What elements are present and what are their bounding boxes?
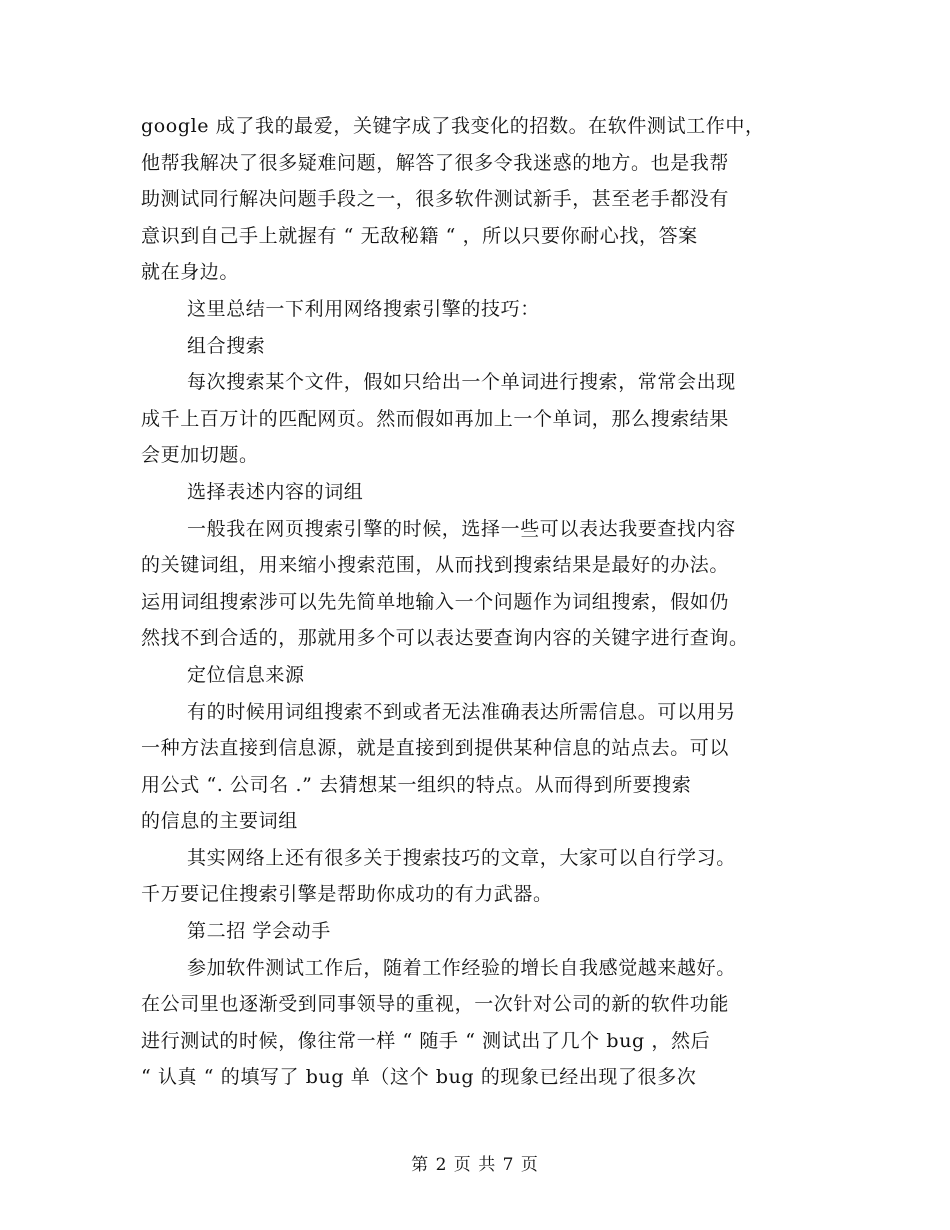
text-line: 第二招 学会动手	[187, 920, 331, 943]
text-line: 千万要记住搜索引擎是帮助你成功的有力武器。	[141, 883, 553, 906]
text-line: google 成了我的最爱，关键字成了我变化的招数。在软件测试工作中，	[141, 115, 765, 137]
text-line: 一种方法直接到信息源，就是直接到到提供某种信息的站点去。可以	[141, 737, 730, 760]
text-line: 这里总结一下利用网络搜索引擎的技巧：	[187, 297, 540, 320]
text-line: “ 认真 “ 的填写了 bug 单（这个 bug 的现象已经出现了很多次	[141, 1066, 697, 1089]
text-line: 会更加切题。	[141, 444, 259, 467]
text-line: 参加软件测试工作后，随着工作经验的增长自我感觉越来越好。	[187, 956, 736, 979]
text-line: 每次搜索某个文件，假如只给出一个单词进行搜索，常常会出现	[187, 371, 736, 394]
text-line: 选择表述内容的词组	[187, 480, 364, 503]
text-line: 的关键词组，用来缩小搜索范围，从而找到搜索结果是最好的办法。	[141, 554, 730, 577]
document-body	[141, 108, 821, 1096]
text-line: 运用词组搜索涉可以先先简单地输入一个问题作为词组搜索，假如仍	[141, 590, 730, 613]
text-line: 的信息的主要词组	[141, 810, 298, 833]
text-line: 一般我在网页搜索引擎的时候，选择一些可以表达我要查找内容	[187, 517, 736, 540]
text-line: 进行测试的时候，像往常一样 “ 随手 “ 测试出了几个 bug ，然后	[141, 1029, 711, 1052]
text-line: 组合搜索	[187, 334, 266, 357]
text-line: 助测试同行解决问题手段之一，很多软件测试新手，甚至老手都没有	[141, 188, 730, 211]
text-line: 用公式 “. 公司名 .” 去猜想某一组织的特点。从而得到所要搜索	[141, 773, 692, 796]
text-line: 定位信息来源	[187, 663, 305, 686]
text-line: 成千上百万计的匹配网页。然而假如再加上一个单词，那么搜索结果	[141, 407, 730, 430]
text-line: 在公司里也逐渐受到同事领导的重视，一次针对公司的新的软件功能	[141, 993, 730, 1016]
text-line: 就在身边。	[141, 261, 240, 284]
text-line: 他帮我解决了很多疑难问题，解答了很多令我迷惑的地方。也是我帮	[141, 151, 730, 174]
text-line: 意识到自己手上就握有 “ 无敌秘籍 “ ，所以只要你耐心找，答案	[141, 224, 698, 247]
text-line: 有的时候用词组搜索不到或者无法准确表达所需信息。可以用另	[187, 700, 736, 723]
page-footer: 第 2 页 共 7 页	[411, 1155, 539, 1175]
text-line: 然找不到合适的，那就用多个可以表达要查询内容的关键字进行查询。	[141, 627, 749, 650]
text-line: 其实网络上还有很多关于搜索技巧的文章，大家可以自行学习。	[187, 846, 736, 869]
